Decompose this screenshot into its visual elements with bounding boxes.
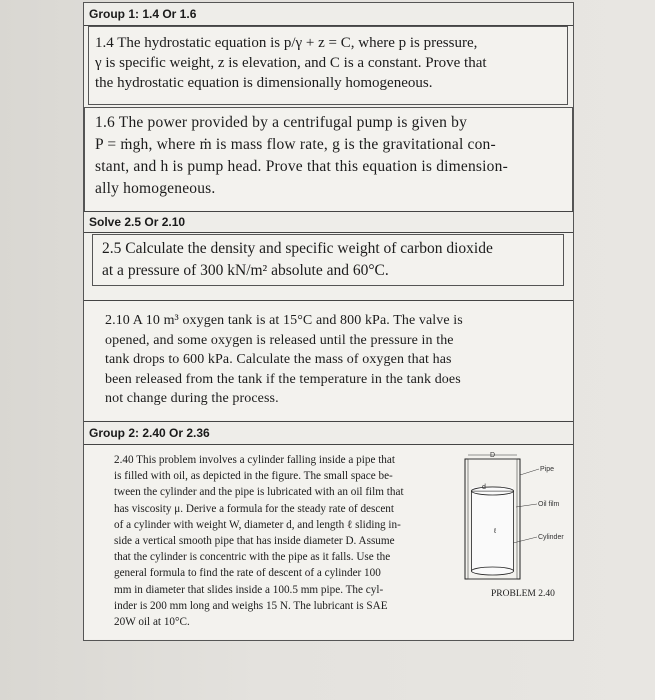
problem-2-40-line: general formula to find the rate of descent of a cylinder 100 [114, 567, 381, 580]
pipe-label: Pipe [540, 466, 555, 473]
problem-2-5-line: 2.5 Calculate the density and specific weight of carbon dioxide [102, 240, 493, 257]
problem-2-40-cell [84, 445, 572, 639]
problem-2-5-cell [92, 234, 564, 286]
problem-2-40-line: 2.40 This problem involves a cylinder falling inside a pipe that [114, 454, 395, 466]
problem-2-10-line: been released from the tank if the temperature in the tank does [105, 371, 461, 387]
problem-2-10-line: tank drops to 600 kPa. Calculate the mass of oxygen that has [105, 352, 452, 368]
problem-2-40-line: that the cylinder is concentric with the pipe as it falls. Use the [114, 551, 391, 564]
cylinder-top-fill [472, 487, 513, 491]
figure-caption: PROBLEM 2.40 [491, 589, 555, 599]
problem-2-5-line: at a pressure of 300 kN/m² absolute and 60°C. [102, 262, 389, 279]
pipe-leader [520, 469, 539, 475]
problem-2-40-line: tween the cylinder and the pipe is lubricated with an oil film that [114, 486, 404, 499]
problem-2-10-text [105, 311, 463, 409]
D-label: D [490, 452, 496, 459]
problem-1-4-line: 1.4 The hydrostatic equation is p/γ + z = C, where p is pressure, [95, 35, 478, 51]
problem-1-4-text [95, 33, 487, 93]
problem-table [83, 2, 574, 641]
problem-1-6-line: 1.6 The power provided by a centrifugal pump is given by [95, 114, 468, 131]
problem-2-40-text [114, 452, 404, 630]
length-label: ℓ [494, 528, 497, 535]
oil-film-label: Oil film [538, 501, 560, 508]
group1-header: Group 1: 1.4 Or 1.6 [84, 3, 573, 25]
problem-2-40-line: has viscosity μ. Derive a formula for the steady rate of descent [114, 502, 394, 515]
problem-2-40-line: is filled with oil, as depicted in the figure. The small space be- [114, 470, 393, 483]
problem-1-6-line: stant, and h is pump head. Prove that this equation is dimension- [95, 158, 508, 175]
problem-1-6-line: P = ṁgh, where ṁ is mass flow rate, g is the gravitational con- [95, 136, 496, 153]
problem-1-6-text [95, 112, 508, 200]
problem-1-4-cell [88, 26, 568, 105]
solve-header: Solve 2.5 Or 2.10 [84, 212, 573, 232]
cylinder-leader [513, 537, 537, 543]
oil-film-leader [516, 504, 537, 507]
problem-2-40-line: side a vertical smooth pipe that has inside diameter D. Assume [114, 535, 395, 548]
problem-2-40-line: inder is 200 mm long and weighs 15 N. The lubricant is SAE [114, 599, 388, 612]
pipe-cylinder-figure [459, 451, 569, 606]
problem-2-40-line: 20W oil at 10°C. [114, 616, 190, 629]
problem-2-10-line: not change during the process. [105, 391, 279, 407]
problem-2-10-line: 2.10 A 10 m³ oxygen tank is at 15°C and 800 kPa. The valve is [105, 313, 463, 328]
cylinder-label: Cylinder [538, 534, 564, 541]
problem-1-4-line: the hydrostatic equation is dimensionally homogeneous. [95, 75, 433, 91]
problem-1-6-cell [84, 107, 573, 212]
problem-2-5-text [102, 238, 493, 282]
problem-2-10-line: opened, and some oxygen is released until the pressure in the [105, 332, 454, 348]
problem-2-40-line: mm in diameter that slides inside a 100.5 mm pipe. The cyl- [114, 583, 384, 596]
problem-1-4-line: γ is specific weight, z is elevation, and C is a constant. Prove that [95, 55, 487, 71]
problem-2-40-line: of a cylinder with weight W, diameter d, and length ℓ sliding in- [114, 518, 401, 531]
problem-1-6-line: ally homogeneous. [95, 180, 216, 197]
cylinder-body [472, 491, 514, 571]
problem-2-10-cell [84, 301, 573, 420]
cylinder-bottom [472, 567, 514, 575]
d-label: d [482, 484, 486, 491]
group2-header: Group 2: 2.40 Or 2.36 [84, 422, 573, 444]
